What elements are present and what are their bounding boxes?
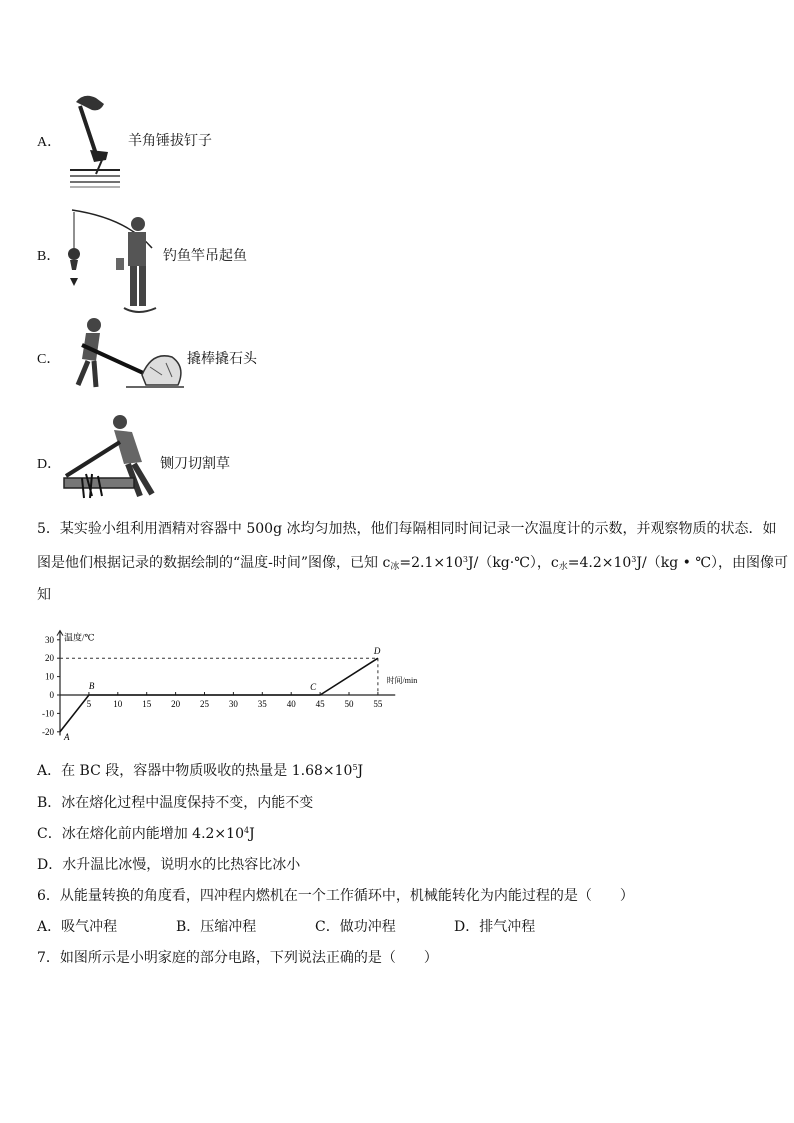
q5-stem-line1: 5．某实验小组利用酒精对容器中 500g 冰均匀加热，他们每隔相同时间记录一次温度计的示数，并观察物质的状态．如	[37, 521, 777, 537]
q5-stem-line3: 知	[37, 587, 51, 603]
q6-option-a: A．吸气冲程	[37, 919, 118, 935]
x-axis-label: 时间/min	[386, 676, 418, 685]
q7-stem: 7．如图所示是小明家庭的部分电路，下列说法正确的是（ ）	[37, 950, 438, 966]
q5-option-c: C．冰在熔化前内能增加 $4.2\times 10^4J$	[37, 826, 255, 842]
fishing-figure	[66, 208, 162, 326]
q5-option-a: A．在 BC 段，容器中物质吸收的热量是 $1.68\times 10^5J$	[37, 763, 364, 779]
y-tick-label: 0	[49, 690, 54, 700]
y-tick-label: -20	[42, 726, 54, 737]
option-a-caption: 羊角锤拔钉子	[128, 133, 212, 149]
x-tick-label: 20	[171, 699, 181, 709]
option-c-caption: 撬棒撬石头	[187, 351, 257, 367]
option-a-letter: A．	[37, 135, 62, 150]
x-tick-label: 35	[257, 699, 267, 709]
x-tick-label: 25	[200, 699, 209, 709]
q5-stem-line2: 图是他们根据记录的数据绘制的“温度-时间”图像，已知 $c_冰=2.1\times 10^3J/(kg\cdot℃)$，$c_水=4.2\times 10^3J/(kg$ • ℃），由图像可	[37, 555, 788, 572]
x-tick-label: 10	[113, 699, 123, 709]
y-tick-label: 10	[45, 671, 54, 682]
q6-option-b: B．压缩冲程	[176, 919, 257, 935]
q6-option-c: C．做功冲程	[315, 919, 396, 935]
x-tick-label: 15	[142, 699, 152, 709]
temperature-time-chart	[30, 615, 418, 745]
q5-option-d: D．水升温比冰慢，说明水的比热容比冰小	[37, 857, 301, 873]
q5-option-b: B．冰在熔化过程中温度保持不变，内能不变	[37, 795, 314, 811]
x-tick-label: 50	[344, 699, 354, 709]
q6-option-d: D．排气冲程	[454, 919, 536, 935]
x-tick-label: 40	[286, 699, 296, 709]
point-label-b: B	[88, 681, 95, 691]
y-tick-label: -10	[42, 708, 54, 719]
y-tick-label: 30	[45, 634, 54, 645]
x-tick-label: 30	[228, 699, 238, 709]
point-label-a: A	[64, 731, 70, 742]
point-label-d: D	[373, 646, 381, 657]
crowbar-figure	[66, 315, 186, 393]
x-tick-label: 45	[315, 699, 325, 709]
option-b-letter: B．	[37, 249, 61, 264]
q6-stem: 6．从能量转换的角度看，四冲程内燃机在一个工作循环中，机械能转化为内能过程的是（ ）	[37, 888, 634, 904]
option-d-caption: 铡刀切割草	[160, 456, 230, 472]
y-axis-label: 温度/℃	[64, 632, 95, 643]
option-c-letter: C．	[37, 352, 61, 367]
guillotine-cutter-figure	[62, 412, 160, 504]
y-tick-label: 20	[45, 653, 54, 664]
claw-hammer-figure	[66, 90, 122, 190]
option-d-letter: D．	[37, 457, 62, 472]
point-label-c: C	[310, 682, 317, 692]
x-tick-label: 55	[373, 699, 383, 709]
x-tick-label: 5	[86, 699, 92, 709]
option-b-caption: 钓鱼竿吊起鱼	[163, 248, 247, 264]
